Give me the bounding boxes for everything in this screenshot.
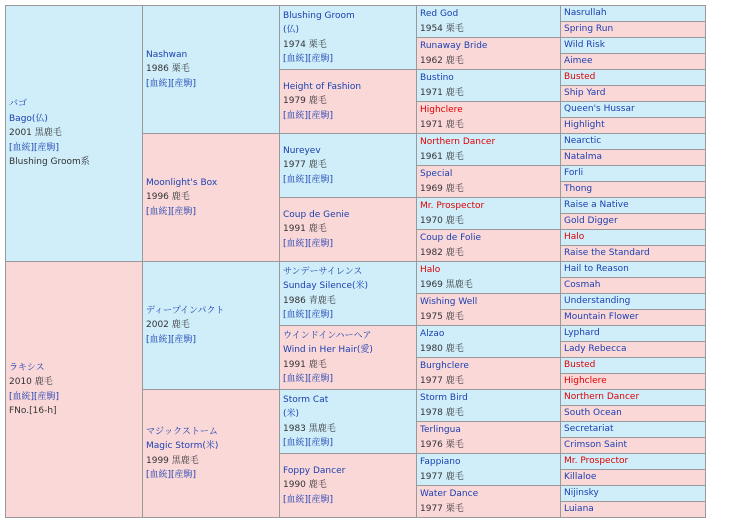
- gen5-cell: [561, 454, 706, 470]
- gen5-name-link-wrap: [564, 262, 702, 277]
- gen5-name-link-wrap: [564, 358, 702, 373]
- gen5-name-link[interactable]: Halo: [564, 232, 585, 242]
- gen5-name-link[interactable]: Queen's Hussar: [564, 104, 635, 114]
- gen3-cell: [280, 454, 417, 518]
- gen5-name-link[interactable]: Northern Dancer: [564, 392, 640, 402]
- gen5-cell: [561, 438, 706, 454]
- gen2-name-link[interactable]: マジックストーム: [146, 426, 218, 437]
- gen5-name-link[interactable]: Busted: [564, 360, 596, 370]
- gen3-cell: [280, 134, 417, 198]
- gen5-name-link[interactable]: Wild Risk: [564, 40, 605, 50]
- dam-year: 2010 鹿毛: [9, 377, 53, 387]
- gen5-name-link-wrap: [564, 406, 702, 421]
- horse-tags-link[interactable]: [血統][産駒]: [9, 142, 60, 153]
- gen4-year: 1977 栗毛: [420, 503, 464, 514]
- gen5-name-link[interactable]: Raise the Standard: [564, 248, 650, 258]
- gen5-name-link[interactable]: Gold Digger: [564, 216, 618, 226]
- gen4-name-link-wrap: [420, 391, 557, 406]
- dam-name-link[interactable]: ラキシス: [9, 362, 45, 373]
- gen3-name-link[interactable]: ウインドインハーヘア: [283, 330, 372, 341]
- gen5-cell: [561, 38, 706, 54]
- gen2-name-link-wrap: [146, 48, 276, 63]
- gen4-cell: [417, 102, 561, 134]
- gen4-cell: [417, 358, 561, 390]
- gen5-name-link[interactable]: Crimson Saint: [564, 440, 627, 450]
- gen5-name-link[interactable]: Secretariat: [564, 424, 614, 434]
- gen5-cell: [561, 70, 706, 86]
- gen4-name-link-wrap: [420, 327, 557, 342]
- gen5-name-link-wrap: [564, 502, 702, 517]
- gen2-cell: [143, 390, 280, 518]
- gen5-name-link[interactable]: Nasrullah: [564, 8, 607, 18]
- gen4-cell: [417, 166, 561, 198]
- gen5-name-link-wrap: [564, 422, 702, 437]
- gen3-cell: [280, 262, 417, 326]
- gen3-tags-link[interactable]: [血統][産駒]: [283, 238, 334, 249]
- table-row: [6, 6, 706, 22]
- gen2-cell: [143, 6, 280, 134]
- gen3-name-link-wrap: [283, 144, 413, 159]
- gen4-name-link-wrap: [420, 167, 557, 182]
- gen5-cell: [561, 470, 706, 486]
- gen5-name-link[interactable]: Mountain Flower: [564, 312, 639, 322]
- gen4-name-link[interactable]: Mr. Prospector: [420, 200, 485, 211]
- gen5-cell: [561, 422, 706, 438]
- gen5-name-link[interactable]: Nijinsky: [564, 488, 599, 498]
- gen4-name-link[interactable]: Alzao: [420, 328, 445, 339]
- gen4-year: 1971 鹿毛: [420, 87, 464, 98]
- gen4-name-link[interactable]: Halo: [420, 264, 441, 275]
- gen4-name-link[interactable]: Highclere: [420, 104, 463, 115]
- gen3-name-link[interactable]: Coup de Genie: [283, 209, 350, 220]
- horse-year: 2001 黒鹿毛: [9, 128, 62, 139]
- gen5-name-link[interactable]: Natalma: [564, 152, 603, 162]
- gen5-name-link[interactable]: Highclere: [564, 376, 607, 386]
- gen4-year: 1961 鹿毛: [420, 151, 464, 162]
- gen5-name-link[interactable]: Mr. Prospector: [564, 456, 629, 466]
- gen4-name-link[interactable]: Burghclere: [420, 360, 469, 371]
- gen3-tags-link[interactable]: [血統][産駒]: [283, 374, 334, 384]
- gen5-name-link-wrap: [564, 70, 702, 85]
- horse-tags-link-wrap: [9, 141, 139, 156]
- gen4-cell: [417, 326, 561, 358]
- gen3-name2-link[interactable]: Sunday Silence(米): [283, 281, 368, 291]
- gen3-name-link-wrap: [283, 265, 413, 280]
- gen3-name-link[interactable]: Height of Fashion: [283, 81, 362, 92]
- gen5-cell: [561, 22, 706, 38]
- gen5-name-link-wrap: [564, 438, 702, 453]
- gen5-name-link-wrap: [564, 198, 702, 213]
- gen4-name-link-wrap: [420, 231, 557, 246]
- gen4-name-link-wrap: [420, 103, 557, 118]
- gen5-cell: [561, 374, 706, 390]
- gen3-tags-link-wrap: [283, 308, 413, 323]
- gen4-cell: [417, 230, 561, 262]
- gen4-year: 1976 栗毛: [420, 439, 464, 450]
- gen3-name2-link-wrap: [283, 343, 413, 358]
- gen2-name-link-wrap: [146, 425, 276, 440]
- gen4-name-link-wrap: [420, 295, 557, 310]
- gen4-year: 1970 鹿毛: [420, 215, 464, 226]
- gen2-name2-link[interactable]: Magic Storm(米): [146, 441, 219, 451]
- gen4-name-link-wrap: [420, 455, 557, 470]
- gen3-name2-link[interactable]: Wind in Her Hair(愛): [283, 345, 373, 355]
- gen5-name-link[interactable]: Hail to Reason: [564, 264, 629, 274]
- gen5-cell: [561, 86, 706, 102]
- gen2-name-link[interactable]: Nashwan: [146, 49, 188, 60]
- gen5-cell: [561, 214, 706, 230]
- gen5-name-link-wrap: [564, 470, 702, 485]
- gen3-name-link-wrap: [283, 9, 413, 24]
- gen3-name2-link[interactable]: (米): [283, 409, 300, 419]
- gen5-name-link-wrap: [564, 310, 702, 325]
- gen3-name2-link-wrap: [283, 407, 413, 422]
- gen4-year: 1978 鹿毛: [420, 407, 464, 418]
- gen3-cell: [280, 6, 417, 70]
- gen4-cell: [417, 38, 561, 70]
- gen4-name-link-wrap: [420, 263, 557, 278]
- gen3-name2-link-wrap: [283, 279, 413, 294]
- gen3-year: 1991 鹿毛: [283, 224, 327, 235]
- gen5-name-link-wrap: [564, 486, 702, 501]
- gen5-name-link-wrap: [564, 86, 702, 101]
- horse-name-en-link[interactable]: Bago(仏): [9, 113, 48, 124]
- gen5-name-link[interactable]: Lyphard: [564, 328, 600, 338]
- gen4-name-link-wrap: [420, 39, 557, 54]
- gen5-cell: [561, 326, 706, 342]
- gen3-tags-link[interactable]: [血統][産駒]: [283, 110, 334, 121]
- gen3-tags-link-wrap: [283, 109, 413, 124]
- gen5-cell: [561, 166, 706, 182]
- gen5-cell: [561, 310, 706, 326]
- gen4-name-link[interactable]: Coup de Folie: [420, 232, 482, 243]
- gen4-name-link-wrap: [420, 487, 557, 502]
- gen5-name-link[interactable]: Spring Run: [564, 24, 614, 34]
- gen3-name-link[interactable]: Blushing Groom: [283, 10, 355, 21]
- gen4-name-link-wrap: [420, 423, 557, 438]
- gen5-cell: [561, 390, 706, 406]
- gen5-cell: [561, 102, 706, 118]
- gen5-cell: [561, 358, 706, 374]
- gen4-cell: [417, 422, 561, 454]
- gen5-name-link[interactable]: Killaloe: [564, 472, 597, 482]
- gen3-tags-link-wrap: [283, 436, 413, 451]
- gen3-name2-link-wrap: [283, 23, 413, 38]
- gen4-name-link-wrap: [420, 199, 557, 214]
- gen5-name-link[interactable]: Raise a Native: [564, 200, 629, 210]
- gen4-name-link[interactable]: Storm Bird: [420, 392, 468, 403]
- gen4-name-link-wrap: [420, 71, 557, 86]
- gen3-year: 1990 鹿毛: [283, 480, 327, 491]
- gen4-name-link[interactable]: Northern Dancer: [420, 136, 496, 147]
- gen3-cell: [280, 70, 417, 134]
- gen3-tags-link[interactable]: [血統][産駒]: [283, 54, 334, 64]
- gen4-name-link-wrap: [420, 135, 557, 150]
- gen5-cell: [561, 150, 706, 166]
- gen2-tags-link[interactable]: [血統][産駒]: [146, 206, 197, 217]
- gen4-name-link[interactable]: Special: [420, 168, 453, 179]
- dam-cell: [6, 262, 143, 518]
- gen5-name-link[interactable]: Ship Yard: [564, 88, 606, 98]
- gen5-name-link-wrap: [564, 38, 702, 53]
- gen4-year: 1982 鹿毛: [420, 247, 464, 258]
- gen3-tags-link-wrap: [283, 52, 413, 67]
- gen5-name-link[interactable]: South Ocean: [564, 408, 622, 418]
- gen4-year: 1969 鹿毛: [420, 183, 464, 194]
- gen5-name-link[interactable]: Nearctic: [564, 136, 602, 146]
- gen3-name-link-wrap: [283, 80, 413, 95]
- gen5-cell: [561, 54, 706, 70]
- gen2-year: 1999 黒鹿毛: [146, 455, 199, 466]
- gen5-name-link-wrap: [564, 150, 702, 165]
- table-row: [6, 262, 706, 278]
- gen2-cell: [143, 262, 280, 390]
- horse-name-link[interactable]: バゴ: [9, 99, 28, 110]
- gen5-cell: [561, 342, 706, 358]
- pedigree-body: [6, 6, 706, 518]
- gen4-cell: [417, 134, 561, 166]
- gen5-name-link-wrap: [564, 134, 702, 149]
- gen3-year: 1986 青鹿毛: [283, 295, 336, 306]
- gen2-year: 2002 鹿毛: [146, 320, 190, 331]
- gen5-cell: [561, 246, 706, 262]
- gen4-cell: [417, 198, 561, 230]
- sire-cell: [6, 6, 143, 262]
- gen4-name-link[interactable]: Fappiano: [420, 456, 461, 467]
- gen5-name-link-wrap: [564, 214, 702, 229]
- gen2-tags-link-wrap: [146, 205, 276, 220]
- gen3-cell: [280, 390, 417, 454]
- family-number: FNo.[16-h]: [9, 406, 57, 416]
- gen5-name-link-wrap: [564, 22, 702, 37]
- gen5-cell: [561, 6, 706, 22]
- gen5-name-link[interactable]: Aimee: [564, 56, 593, 66]
- gen2-name-link-wrap: [146, 176, 276, 191]
- gen4-name-link-wrap: [420, 7, 557, 22]
- gen2-tags-link-wrap: [146, 77, 276, 92]
- gen5-name-link-wrap: [564, 6, 702, 21]
- gen5-name-link-wrap: [564, 454, 702, 469]
- gen4-name-link[interactable]: Bustino: [420, 72, 454, 83]
- gen3-cell: [280, 326, 417, 390]
- gen5-cell: [561, 502, 706, 518]
- gen5-cell: [561, 406, 706, 422]
- gen4-name-link-wrap: [420, 359, 557, 374]
- dam-tags-link[interactable]: [血統][産駒]: [9, 391, 60, 402]
- gen3-name2-link[interactable]: (仏): [283, 25, 300, 35]
- gen4-cell: [417, 486, 561, 518]
- gen2-name2-link-wrap: [146, 439, 276, 454]
- gen3-cell: [280, 198, 417, 262]
- gen5-cell: [561, 278, 706, 294]
- gen3-year: 1977 鹿毛: [283, 160, 327, 171]
- dam-name-link-wrap: [9, 361, 139, 376]
- gen5-cell: [561, 118, 706, 134]
- gen5-name-link-wrap: [564, 326, 702, 341]
- gen4-cell: [417, 390, 561, 422]
- gen3-tags-link-wrap: [283, 237, 413, 252]
- gen5-name-link-wrap: [564, 246, 702, 261]
- gen2-tags-link[interactable]: [血統][産駒]: [146, 78, 197, 89]
- gen4-year: 1977 鹿毛: [420, 471, 464, 482]
- gen4-year: 1980 鹿毛: [420, 343, 464, 354]
- gen4-cell: [417, 70, 561, 102]
- gen3-year: 1979 鹿毛: [283, 96, 327, 107]
- gen4-name-link[interactable]: Terlingua: [420, 424, 461, 435]
- gen5-name-link-wrap: [564, 294, 702, 309]
- gen5-name-link-wrap: [564, 182, 702, 197]
- gen4-year: 1971 鹿毛: [420, 119, 464, 130]
- sire-line: Blushing Groom系: [9, 157, 90, 168]
- gen5-name-link[interactable]: Highlight: [564, 120, 605, 130]
- gen2-name-link-wrap: [146, 304, 276, 319]
- gen4-cell: [417, 6, 561, 38]
- gen5-cell: [561, 262, 706, 278]
- horse-name-link-wrap: [9, 97, 139, 112]
- gen3-name-link-wrap: [283, 329, 413, 344]
- gen5-name-link[interactable]: Thong: [564, 184, 593, 194]
- gen3-name-link[interactable]: サンデーサイレンス: [283, 266, 363, 277]
- gen3-tags-link-wrap: [283, 372, 413, 387]
- gen3-tags-link[interactable]: [血統][産駒]: [283, 174, 334, 185]
- dam-tags-link-wrap: [9, 390, 139, 405]
- gen5-name-link[interactable]: Understanding: [564, 296, 631, 306]
- gen5-cell: [561, 182, 706, 198]
- gen5-name-link[interactable]: Lady Rebecca: [564, 344, 627, 354]
- gen3-tags-link[interactable]: [血統][産駒]: [283, 494, 334, 505]
- gen4-cell: [417, 294, 561, 326]
- gen2-cell: [143, 134, 280, 262]
- gen4-cell: [417, 262, 561, 294]
- gen4-year: 1977 鹿毛: [420, 375, 464, 386]
- gen2-tags-link-wrap: [146, 468, 276, 483]
- gen5-cell: [561, 134, 706, 150]
- gen3-name-link[interactable]: Nureyev: [283, 145, 321, 156]
- gen5-cell: [561, 294, 706, 310]
- gen3-name-link-wrap: [283, 393, 413, 408]
- gen4-name-link[interactable]: Wishing Well: [420, 296, 478, 307]
- gen5-name-link-wrap: [564, 102, 702, 117]
- gen2-year: 1996 鹿毛: [146, 192, 190, 203]
- gen2-tags-link[interactable]: [血統][産駒]: [146, 334, 197, 345]
- gen4-year: 1962 鹿毛: [420, 55, 464, 66]
- gen4-name-link[interactable]: Red God: [420, 8, 459, 19]
- gen2-tags-link-wrap: [146, 333, 276, 348]
- gen3-year: 1974 栗毛: [283, 39, 327, 50]
- gen5-name-link-wrap: [564, 374, 702, 389]
- gen4-name-link[interactable]: Water Dance: [420, 488, 479, 499]
- gen5-name-link[interactable]: Luiana: [564, 504, 594, 514]
- gen5-name-link-wrap: [564, 278, 702, 293]
- gen2-name-link[interactable]: ディープインパクト: [146, 305, 225, 316]
- gen3-name-link[interactable]: Storm Cat: [283, 394, 329, 405]
- gen3-tags-link-wrap: [283, 173, 413, 188]
- gen4-name-link[interactable]: Runaway Bride: [420, 40, 488, 51]
- gen4-year: 1975 鹿毛: [420, 311, 464, 322]
- gen4-year: 1969 黒鹿毛: [420, 279, 473, 290]
- gen3-name-link-wrap: [283, 464, 413, 479]
- gen5-cell: [561, 486, 706, 502]
- gen4-year: 1954 栗毛: [420, 23, 464, 34]
- gen3-name-link-wrap: [283, 208, 413, 223]
- gen3-tags-link-wrap: [283, 493, 413, 508]
- gen5-name-link-wrap: [564, 166, 702, 181]
- gen4-cell: [417, 454, 561, 486]
- gen5-cell: [561, 230, 706, 246]
- gen2-year: 1986 栗毛: [146, 64, 190, 75]
- gen5-name-link-wrap: [564, 230, 702, 245]
- gen3-year: 1991 鹿毛: [283, 359, 327, 370]
- gen3-tags-link[interactable]: [血統][産駒]: [283, 438, 334, 448]
- gen3-year: 1983 黒鹿毛: [283, 423, 336, 434]
- gen2-tags-link[interactable]: [血統][産駒]: [146, 470, 197, 480]
- gen2-name-link[interactable]: Moonlight's Box: [146, 177, 218, 188]
- gen3-tags-link[interactable]: [血統][産駒]: [283, 310, 334, 320]
- gen5-name-link-wrap: [564, 118, 702, 133]
- gen3-name-link[interactable]: Foppy Dancer: [283, 465, 346, 476]
- pedigree-table: [5, 5, 706, 518]
- gen5-name-link[interactable]: Forli: [564, 168, 584, 178]
- gen5-name-link[interactable]: Busted: [564, 72, 596, 82]
- gen5-name-link-wrap: [564, 54, 702, 69]
- gen5-name-link-wrap: [564, 390, 702, 405]
- horse-name-en-link-wrap: [9, 112, 139, 127]
- gen5-name-link-wrap: [564, 342, 702, 357]
- gen5-cell: [561, 198, 706, 214]
- gen5-name-link[interactable]: Cosmah: [564, 280, 601, 290]
